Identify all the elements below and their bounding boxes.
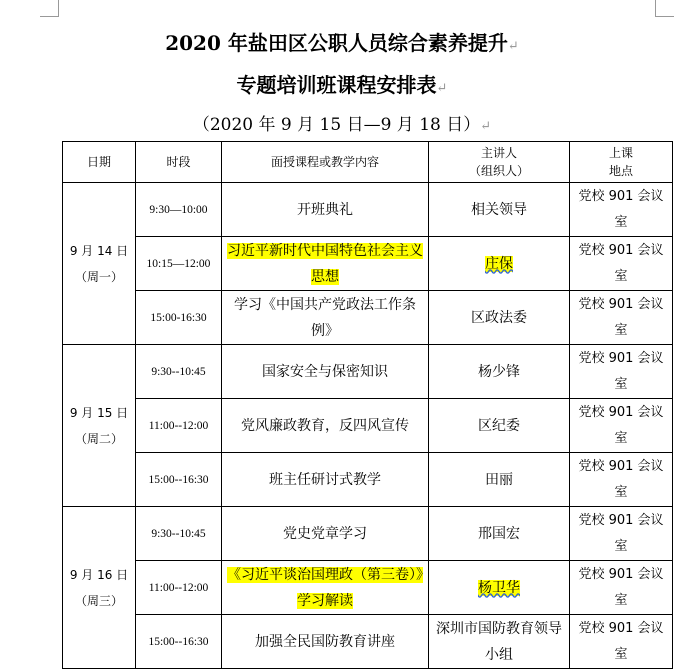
content-cell: [222, 615, 429, 669]
weekday-text: （周二）: [74, 431, 123, 446]
table-row: [63, 453, 673, 507]
time-cell: [136, 561, 222, 615]
header-location: 上课 地点: [570, 142, 673, 183]
time-cell-text: 10:15—12:00: [146, 257, 211, 270]
table-header-row: [63, 142, 673, 183]
doc-subtitle: （2020 年 9 月 15 日—9 月 18 日）↵: [192, 115, 492, 135]
location-cell-text: 党校 901 会议室: [578, 350, 664, 392]
time-cell: [136, 615, 222, 669]
page-corner-mark-left: [40, 0, 59, 17]
speaker-cell-text: 田丽: [485, 471, 513, 488]
content-cell: [222, 237, 429, 291]
time-cell-text: 9:30--10:45: [151, 527, 206, 540]
doc-title-line2: 专题培训班课程安排表↵: [236, 73, 448, 97]
speaker-cell: [429, 183, 570, 237]
time-cell-text: 11:00--12:00: [148, 419, 209, 432]
date-text: 9 月 15 日: [69, 405, 129, 420]
location-cell: [570, 507, 673, 561]
speaker-cell: [429, 561, 570, 615]
speaker-cell-text: 杨少锋: [478, 363, 520, 380]
table-row: [63, 183, 673, 237]
location-cell-text: 党校 901 会议室: [578, 620, 664, 662]
time-cell: [136, 237, 222, 291]
table-row: [63, 561, 673, 615]
table-row: [63, 237, 673, 291]
content-cell: [222, 399, 429, 453]
speaker-cell-text: 相关领导: [471, 201, 527, 218]
content-cell-text: 党风廉政教育，反四风宣传: [241, 417, 409, 434]
speaker-cell-text: 区纪委: [478, 417, 520, 434]
date-cell: [63, 183, 136, 345]
time-cell-text: 15:00-16:30: [150, 311, 207, 324]
speaker-cell: [429, 399, 570, 453]
content-cell: [222, 561, 429, 615]
table-row: [63, 615, 673, 669]
location-cell: [570, 399, 673, 453]
time-cell: [136, 291, 222, 345]
time-cell-text: 15:00--16:30: [148, 635, 209, 648]
location-cell: [570, 183, 673, 237]
location-cell-text: 党校 901 会议室: [578, 188, 664, 230]
content-cell: [222, 507, 429, 561]
location-cell: [570, 345, 673, 399]
table-row: [63, 399, 673, 453]
location-cell-text: 党校 901 会议室: [578, 242, 664, 284]
speaker-cell-text: 邢国宏: [478, 525, 520, 542]
weekday-text: （周三）: [74, 593, 123, 608]
content-cell-text: 开班典礼: [297, 201, 353, 218]
time-cell-text: 9:30—10:00: [149, 203, 208, 216]
header-date: 日期: [63, 142, 136, 183]
location-cell-text: 党校 901 会议室: [578, 566, 664, 608]
location-cell: [570, 291, 673, 345]
table-row: [63, 291, 673, 345]
content-cell: [222, 183, 429, 237]
content-cell-text: 《习近平谈治国理政（第三卷）》学习解读: [227, 566, 423, 609]
time-cell-text: 15:00--16:30: [148, 473, 209, 486]
header-content: 面授课程或教学内容: [222, 142, 429, 183]
table-row: [63, 345, 673, 399]
speaker-cell: [429, 507, 570, 561]
content-cell-text: 习近平新时代中国特色社会主义思想: [227, 242, 423, 285]
date-text: 9 月 16 日: [69, 567, 129, 582]
date-cell: [63, 507, 136, 669]
time-cell: [136, 399, 222, 453]
location-cell: [570, 453, 673, 507]
content-cell-text: 加强全民国防教育讲座: [255, 633, 395, 650]
time-cell: [136, 453, 222, 507]
speaker-cell: [429, 237, 570, 291]
time-cell: [136, 345, 222, 399]
location-cell-text: 党校 901 会议室: [578, 458, 664, 500]
speaker-cell: [429, 453, 570, 507]
schedule-table: [62, 141, 673, 669]
doc-title-line1: 2020 年盐田区公职人员综合素养提升↵: [165, 31, 519, 55]
date-cell: [63, 345, 136, 507]
content-cell: [222, 291, 429, 345]
location-cell-text: 党校 901 会议室: [578, 296, 664, 338]
time-cell: [136, 507, 222, 561]
location-cell: [570, 615, 673, 669]
speaker-cell-text: 庄保: [485, 255, 513, 272]
weekday-text: （周一）: [74, 269, 123, 284]
table-row: [63, 507, 673, 561]
location-cell: [570, 237, 673, 291]
speaker-cell-text: 区政法委: [471, 309, 527, 326]
speaker-cell: [429, 615, 570, 669]
time-cell: [136, 183, 222, 237]
speaker-cell: [429, 291, 570, 345]
content-cell-text: 学习《中国共产党政法工作条例》: [234, 296, 416, 339]
time-cell-text: 9:30--10:45: [151, 365, 206, 378]
header-speaker: 主讲人 （组织人）: [429, 142, 570, 183]
speaker-cell-text: 杨卫华: [478, 579, 520, 596]
content-cell: [222, 345, 429, 399]
location-cell-text: 党校 901 会议室: [578, 404, 664, 446]
content-cell: [222, 453, 429, 507]
content-cell-text: 国家安全与保密知识: [262, 363, 388, 380]
location-cell: [570, 561, 673, 615]
time-cell-text: 11:00--12:00: [148, 581, 209, 594]
header-time: 时段: [136, 142, 222, 183]
speaker-cell: [429, 345, 570, 399]
page-corner-mark-right: [655, 0, 674, 17]
content-cell-text: 党史党章学习: [283, 525, 367, 542]
date-text: 9 月 14 日: [69, 243, 129, 258]
speaker-cell-text: 深圳市国防教育领导小组: [436, 620, 562, 663]
location-cell-text: 党校 901 会议室: [578, 512, 664, 554]
content-cell-text: 班主任研讨式教学: [269, 471, 381, 488]
